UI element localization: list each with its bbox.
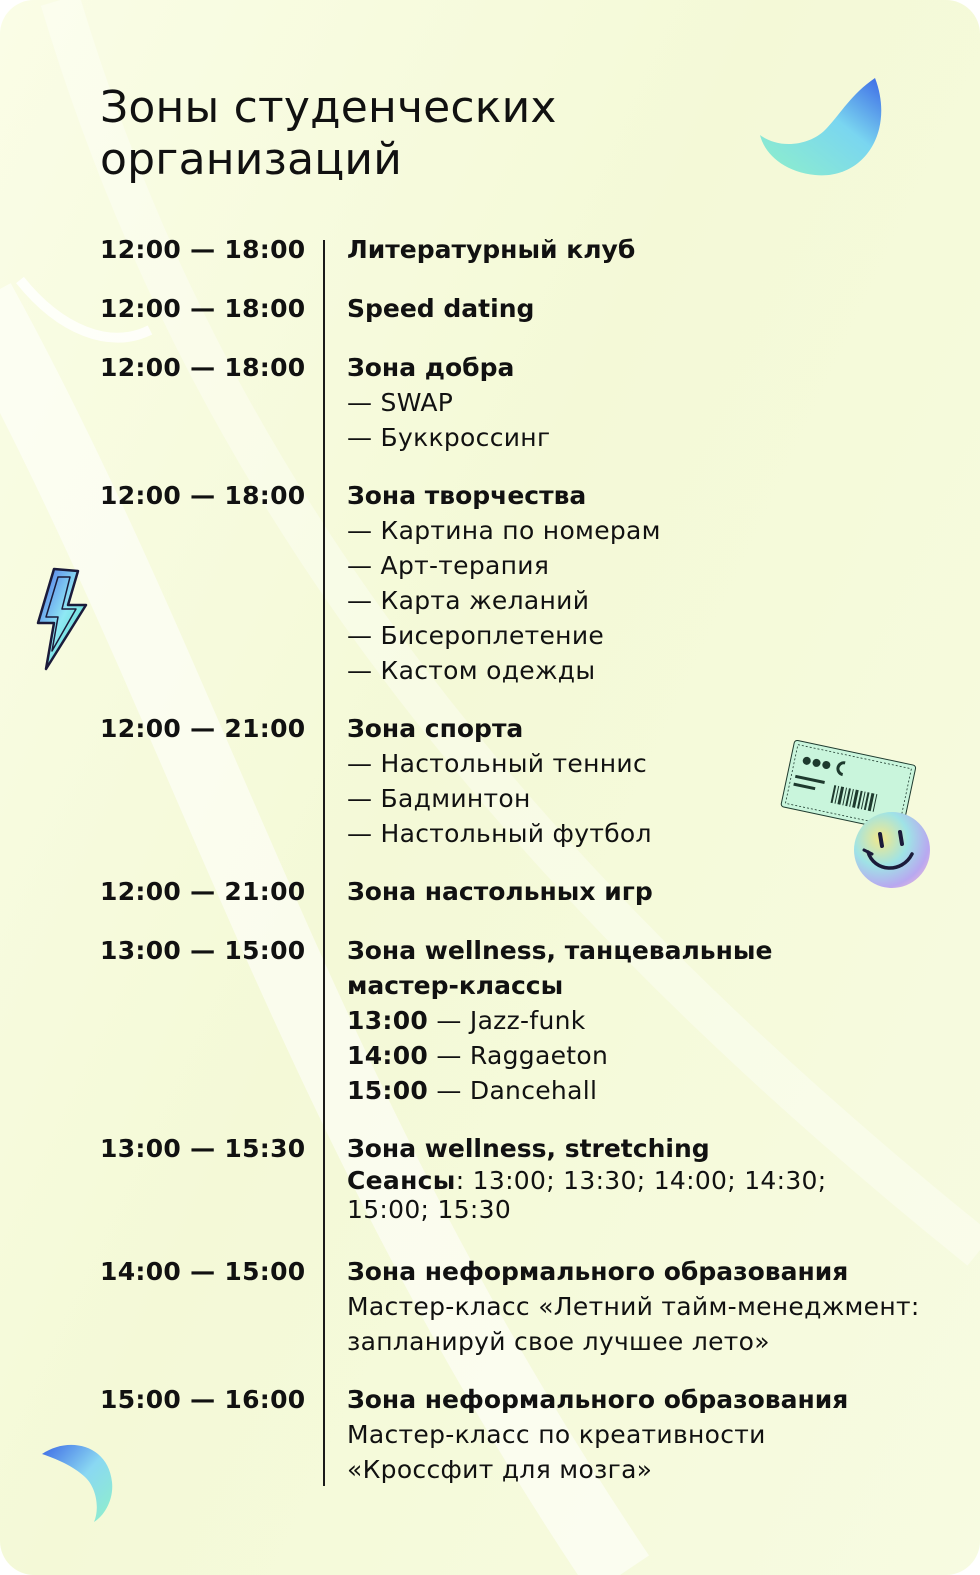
row-time: 12:00 — 18:00 [100, 481, 306, 510]
crescent-icon-small [38, 1438, 128, 1533]
row-heading: Зона неформального образования [347, 1385, 849, 1414]
session-item [347, 1038, 957, 1073]
row-heading: Зона настольных игр [347, 877, 653, 906]
row-time: 12:00 — 18:00 [100, 294, 306, 323]
sessions-label: Сеансы [347, 1166, 456, 1195]
title-line-1: Зоны студенческих [100, 82, 557, 133]
lightning-icon [32, 565, 92, 675]
row-heading: Зона спорта [347, 714, 524, 743]
row-time: 12:00 — 18:00 [100, 235, 306, 264]
row-description: Мастер-класс «Летний тайм-менеджмент: запланируй свое лучшее лето» [347, 1292, 920, 1356]
row-heading: Зона добра [347, 353, 515, 382]
row-time: 12:00 — 18:00 [100, 353, 306, 382]
row-heading: Зона wellness, stretching [347, 1134, 710, 1163]
row-content [347, 478, 957, 688]
row-time: 13:00 — 15:00 [100, 936, 306, 965]
row-heading: Литературный клуб [347, 235, 636, 264]
row-heading: Зона творчества [347, 481, 587, 510]
row-time: 13:00 — 15:30 [100, 1134, 306, 1163]
sessions-times: : 13:00; 13:30; 14:00; 14:30; 15:00; 15:30 [347, 1166, 827, 1224]
session-time: 15:00 [347, 1076, 429, 1105]
session-dash: — [436, 1006, 462, 1035]
list-item: — Настольный теннис [347, 749, 647, 778]
row-content [347, 711, 957, 851]
row-content [347, 874, 957, 909]
list-item: — SWAP [347, 388, 454, 417]
session-dash: — [436, 1041, 462, 1070]
row-content [347, 350, 957, 455]
row-content [347, 1382, 957, 1487]
row-content [347, 232, 957, 267]
session-name: Jazz-funk [469, 1006, 586, 1035]
row-content [347, 933, 957, 1108]
list-item: — Арт-терапия [347, 551, 550, 580]
session-name: Dancehall [469, 1076, 598, 1105]
row-time: 14:00 — 15:00 [100, 1257, 306, 1286]
list-item: — Картина по номерам [347, 516, 661, 545]
row-content [347, 1131, 957, 1224]
list-item: — Бисероплетение [347, 621, 605, 650]
row-heading: Зона wellness, танцевальные мастер-классы [347, 936, 773, 1000]
list-item: — Кастом одежды [347, 656, 596, 685]
list-item: — Буккроссинг [347, 423, 551, 452]
list-item: — Настольный футбол [347, 819, 652, 848]
session-item [347, 1003, 957, 1038]
session-dash: — [436, 1076, 462, 1105]
session-time: 14:00 [347, 1041, 429, 1070]
page-title [100, 82, 557, 186]
row-time: 12:00 — 21:00 [100, 714, 306, 743]
list-item: — Карта желаний [347, 586, 590, 615]
list-item: — Бадминтон [347, 784, 531, 813]
row-heading: Speed dating [347, 294, 535, 323]
row-time: 12:00 — 21:00 [100, 877, 306, 906]
row-time: 15:00 — 16:00 [100, 1385, 306, 1414]
timeline-divider [323, 240, 325, 1486]
row-heading: Зона неформального образования [347, 1257, 849, 1286]
row-description: Мастер-класс по креативности «Кроссфит для мозга» [347, 1420, 766, 1484]
sessions-line [347, 1166, 847, 1224]
row-content [347, 291, 957, 326]
crescent-icon [755, 70, 895, 190]
session-name: Raggaeton [469, 1041, 609, 1070]
title-line-2: организаций [100, 134, 402, 185]
row-content [347, 1254, 957, 1359]
session-time: 13:00 [347, 1006, 429, 1035]
session-item [347, 1073, 957, 1108]
